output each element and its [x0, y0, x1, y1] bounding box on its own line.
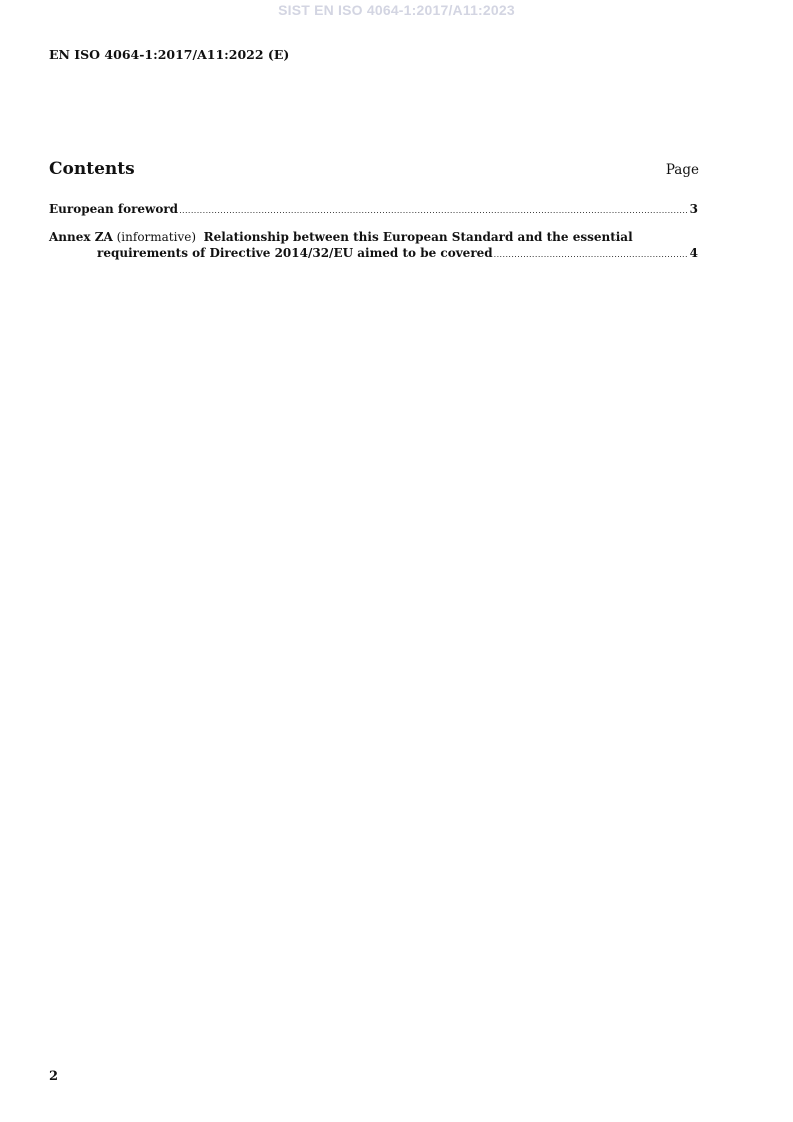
page-column-label: Page — [665, 162, 699, 178]
toc-annex-label[interactable]: Annex ZA — [49, 230, 113, 244]
toc-annex-type: (informative) — [116, 230, 197, 244]
contents-heading — [49, 159, 699, 179]
watermark-text: SIST EN ISO 4064-1:2017/A11:2023 — [278, 2, 515, 18]
document-id-header: EN ISO 4064-1:2017/A11:2022 (E) — [49, 47, 290, 62]
footer-page-number: 2 — [49, 1069, 59, 1084]
toc-entry-title[interactable]: European foreword — [49, 202, 179, 216]
toc-entry-title-line2[interactable]: requirements of Directive 2014/32/EU aimed to be covered — [97, 246, 493, 260]
toc-entry-annex-za[interactable] — [49, 229, 698, 263]
dot-leader — [494, 247, 688, 263]
toc-entry-page[interactable]: 4 — [689, 246, 698, 260]
dot-leader — [179, 203, 688, 219]
toc-entry-european-foreword[interactable] — [49, 201, 698, 219]
table-of-contents — [49, 201, 698, 263]
contents-title: Contents — [49, 159, 135, 179]
toc-entry-title-line1[interactable]: Relationship between this European Standard and the essential — [203, 230, 633, 244]
toc-entry-page[interactable]: 3 — [689, 202, 698, 216]
